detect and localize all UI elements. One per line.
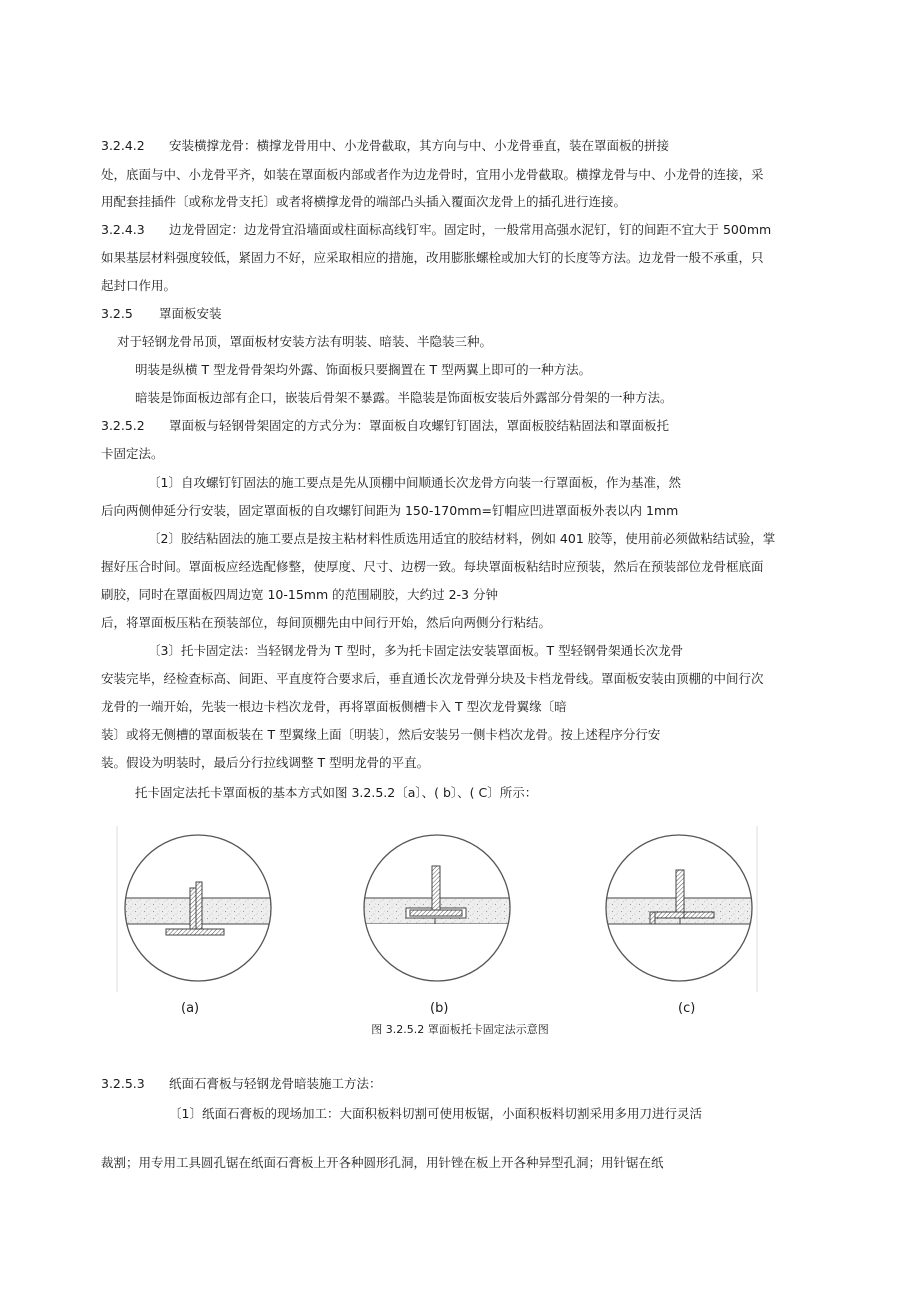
heading-3-2-5-2: [101, 418, 669, 434]
paragraph-line: 〔3〕托卡固定法：当轻钢龙骨为 T 型时，多为托卡固定法安装罩面板。T 型轻钢骨架通长次龙骨: [148, 643, 684, 658]
paragraph-line: 用配套挂插件〔或称龙骨支托〕或者将横撑龙骨的端部凸头插入覆面次龙骨上的插孔进行连接。: [101, 194, 627, 209]
paragraph-text: 安装横撑龙骨：横撑龙骨用中、小龙骨截取，其方向与中、小龙骨垂直，装在罩面板的拼接: [169, 138, 670, 153]
detail-c: [586, 835, 758, 981]
heading-3-2-4-2: [101, 138, 669, 154]
paragraph-line: 装。假设为明装时，最后分行拉线调整 T 型明龙骨的平直。: [101, 755, 430, 770]
figure-label-c: (c): [678, 1001, 696, 1016]
t-bar-clip-figure: [116, 826, 758, 992]
heading-3-2-5-3: [101, 1076, 382, 1092]
paragraph-line: 后，将罩面板压粘在预装部位，每间顶棚先由中间行开始，然后向两侧分行粘结。: [101, 615, 552, 630]
paragraph-line: 对于轻钢龙骨吊顶，罩面板材安装方法有明装、暗装、半隐装三种。: [117, 334, 493, 349]
paragraph-text: 边龙骨固定：边龙骨宜沿墙面或柱面标高线钉牢。固定时，一般常用高强水泥钉，钉的间距不宜大于 500mm: [169, 222, 772, 237]
paragraph-line: 处，底面与中、小龙骨平齐，如装在罩面板内部或者作为边龙骨时，宜用小龙骨截取。横撑龙骨与中、小龙骨的连接，采: [101, 167, 764, 182]
paragraph-line: 安装完毕，经检查标高、间距、平直度符合要求后，垂直通长次龙骨弹分块及卡档龙骨线。罩面板安装由顶棚的中间行次: [101, 671, 764, 686]
section-title: 罩面板安装: [159, 306, 222, 321]
detail-b: [346, 835, 546, 981]
paragraph-line: 〔2〕胶结粘固法的施工要点是按主粘材料性质选用适宜的胶结材料，例如 401 胶等，使用前必须做粘结试验，掌: [148, 531, 776, 546]
paragraph-line: 〔1〕自攻螺钉钉固法的施工要点是先从顶棚中间顺通长次龙骨方向装一行罩面板，作为基准，然: [148, 475, 681, 490]
section-number: 3.2.5.2: [101, 418, 145, 433]
paragraph-line: 握好压合时间。罩面板应经选配修整，使厚度、尺寸、边楞一致。每块罩面板粘结时应预装，然后在预装部位龙骨框底面: [101, 559, 764, 574]
section-number: 3.2.4.2: [101, 138, 145, 153]
paragraph-line: 托卡固定法托卡罩面板的基本方式如图 3.2.5.2〔a〕、( b〕、( C〕所示：: [135, 785, 538, 800]
paragraph-line: 龙骨的一端开始，先装一根边卡档次龙骨，再将罩面板侧槽卡入 T 型次龙骨翼缘〔暗: [101, 699, 567, 714]
paragraph-line: 明装是纵横 T 型龙骨骨架均外露、饰面板只要搁置在 T 型两翼上即可的一种方法。: [135, 362, 592, 377]
section-number: 3.2.5.3: [101, 1076, 145, 1091]
paragraph-line: 暗装是饰面板边部有企口，嵌装后骨架不暴露。半隐装是饰面板安装后外露部分骨架的一种方法。: [135, 390, 673, 405]
heading-3-2-4-3: [101, 222, 771, 238]
figure-label-b: (b): [430, 1001, 449, 1016]
paragraph-line: 〔1〕纸面石膏板的现场加工：大面积板料切割可使用板锯，小面积板料切割采用多用刀进行灵活: [169, 1106, 702, 1121]
paragraph-line: 起封口作用。: [101, 278, 177, 293]
paragraph-line: 刷胶，同时在罩面板四周边宽 10-15mm 的范围刷胶，大约过 2-3 分钟: [101, 587, 498, 602]
section-number: 3.2.5: [101, 306, 133, 321]
paragraph-text: 罩面板与轻钢骨架固定的方式分为：罩面板自攻螺钉钉固法，罩面板胶结粘固法和罩面板托: [169, 418, 670, 433]
paragraph-line: 后向两侧伸延分行安装，固定罩面板的自攻螺钉间距为 150-170mm=钉帽应凹进罩面板外表以内 1mm: [101, 503, 679, 518]
detail-a: [116, 835, 316, 981]
paragraph-line: 装〕或将无侧槽的罩面板装在 T 型翼缘上面〔明装〕，然后安装另一侧卡档次龙骨。按上述程序分行安: [101, 727, 661, 742]
paragraph-line: 裁割；用专用工具圆孔锯在纸面石膏板上开各种圆形孔洞，用针锉在板上开各种异型孔洞；用针锯在纸: [101, 1155, 664, 1170]
heading-3-2-5: [101, 306, 222, 322]
paragraph-line: 如果基层材料强度较低，紧固力不好，应采取相应的措施，改用膨胀螺栓或加大钉的长度等方法。边龙骨一般不承重，只: [101, 250, 764, 265]
section-number: 3.2.4.3: [101, 222, 145, 237]
paragraph-line: 卡固定法。: [101, 446, 164, 461]
paragraph-text: 纸面石膏板与轻钢龙骨暗装施工方法：: [169, 1076, 382, 1091]
figure-caption: 图 3.2.5.2 罩面板托卡固定法示意图: [371, 1023, 549, 1036]
figure-label-a: (a): [181, 1001, 200, 1016]
